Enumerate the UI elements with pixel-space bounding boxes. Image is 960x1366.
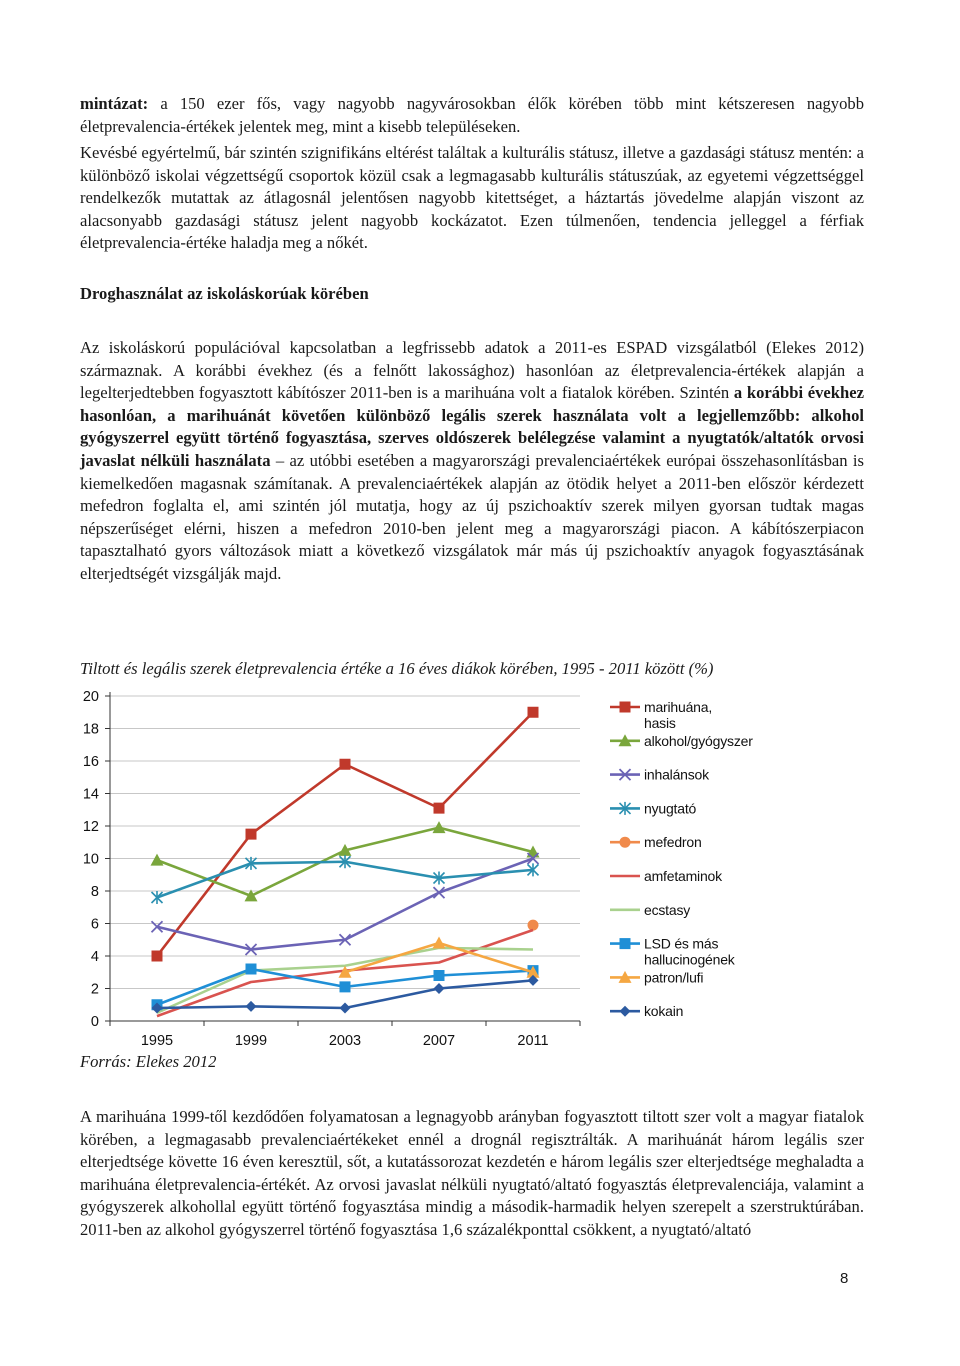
chart-source: Forrás: Elekes 2012	[80, 1052, 217, 1071]
data-point-square	[340, 759, 351, 770]
data-point-x	[434, 887, 445, 898]
series-3	[152, 855, 539, 904]
legend-item	[610, 699, 712, 731]
legend-label: amfetaminok	[644, 868, 722, 884]
data-point-square	[434, 970, 445, 981]
data-point-square	[434, 803, 445, 814]
legend-item	[610, 800, 697, 816]
legend-label: patron/lufi	[644, 969, 704, 986]
x-tick-label: 1999	[234, 1033, 268, 1049]
legend-item	[610, 868, 723, 884]
data-point-square	[528, 707, 539, 718]
legend-item	[610, 902, 690, 918]
line-chart	[70, 680, 790, 1050]
data-point-square	[340, 981, 351, 992]
series-line	[157, 712, 533, 956]
series-9	[152, 975, 539, 1014]
series-2	[152, 853, 539, 955]
paragraph-bold-text: a korábbi évekhez hasonlóan, a marihuánát követően különböző legális szerek használata volt a legjellemzőbb: alkohol gyógyszerrel együtt történő fogyasztása, szerves oldószerek belélegzése valamint a nyugtatók/altatók orvosi javaslat nélküli használata	[80, 383, 864, 470]
paragraph-lead: mintázat:	[80, 94, 149, 113]
data-point-circle	[528, 920, 539, 931]
legend-item	[610, 1003, 683, 1019]
x-tick-label: 2011	[517, 1033, 549, 1049]
legend-label: nyugtató	[644, 800, 697, 817]
data-point-diamond	[620, 1006, 631, 1017]
legend-label: ecstasy	[644, 901, 691, 918]
data-point-star	[152, 891, 163, 904]
y-tick-label: 0	[90, 1014, 99, 1030]
legend-label: hallucinogének	[644, 951, 735, 968]
data-point-circle	[620, 837, 631, 848]
data-point-diamond	[434, 983, 445, 994]
page-number: 8	[840, 1270, 849, 1287]
x-tick-label: 1995	[140, 1033, 174, 1049]
x-tick-label: 2003	[328, 1033, 362, 1049]
legend-item	[610, 767, 710, 783]
paragraph-text-b: – az utóbbi esetében a magyarországi prevalenciaértékek európai összehasonlításban is kiemelkedően magasnak számítanak. A prevalenciaértékek alapján az ötödik helyet a 2011-ben először kérdezett mefedron foglalta el, ami szintén jól mutatja, hogy az új pszichoaktív szerek milyen gyorsan tudtak magas népszerűséget elérni, hiszen a mefedron 2010-ben jelent meg a magyarországi piacon. A kábítószerpiacon tapasztalható gyors változások miatt a következő vizsgálatok már más új pszichoaktív anyagok fogyasztásának elterjedtségét vizsgálják majd.	[80, 450, 864, 583]
y-tick-label: 12	[82, 819, 99, 835]
data-point-triangle	[433, 821, 446, 833]
chart-title: Tiltott és legális szerek életprevalencia értéke a 16 éves diákok körében, 1995 - 2011 között (%)	[80, 659, 714, 678]
legend-label: inhalánsok	[644, 766, 709, 783]
data-point-square	[152, 951, 163, 962]
data-point-triangle	[433, 937, 446, 949]
y-tick-label: 10	[82, 851, 99, 868]
legend-label: alkohol/gyógyszer	[644, 732, 753, 749]
data-point-square	[246, 964, 257, 975]
y-tick-label: 18	[82, 721, 99, 738]
legend-item	[610, 733, 753, 749]
legend-label: mefedron	[644, 834, 702, 851]
y-tick-label: 16	[82, 754, 99, 770]
y-tick-label: 14	[82, 786, 99, 803]
y-tick-label: 4	[90, 949, 99, 965]
y-tick-label: 8	[90, 884, 99, 900]
section-heading: Droghasználat az iskoláskorúak körében	[80, 284, 369, 303]
legend-label: LSD és más	[644, 935, 719, 952]
data-point-diamond	[246, 1001, 257, 1012]
paragraph-mintazat	[80, 93, 864, 138]
y-tick-label: 6	[90, 916, 99, 933]
x-tick-label: 2007	[422, 1033, 456, 1049]
legend-item	[610, 936, 736, 968]
data-point-square	[620, 938, 631, 949]
legend-item	[610, 834, 702, 850]
data-point-square	[246, 829, 257, 840]
y-tick-label: 20	[82, 689, 99, 705]
y-tick-label: 2	[90, 981, 99, 998]
legend-label: hasis	[644, 715, 676, 731]
paragraph-espad	[80, 337, 864, 586]
legend-label: kokain	[644, 1003, 684, 1020]
paragraph-marihuana: A marihuána 1999-től kezdődően folyamatosan a legnagyobb arányban fogyasztott tiltott szer volt a magyar fiatalok körében, a legmagasabb prevalenciaértékeket ennél a drognál regisztrálták. A marihuánát három legális szer elterjedtsége követte 16 éven keresztül, sőt, a kutatássorozat kezdetén e három legális szer elterjedtsége meghaladta a marihuána életprevalencia-értékét. Az orvosi javaslat nélküli nyugtató/altató fogyasztás életprevalenciája, valamint a gyógyszerek alkohollal együtt történő fogyasztása mindig a második-harmadik helyen szerepelt a szerstruktúrában. 2011-ben az alkohol gyógyszerrel történő fogyasztása 1,6 százalékponttal csökkent, a nyugtató/altató	[80, 1107, 864, 1239]
data-point-triangle	[151, 854, 164, 866]
legend-label: marihuána,	[644, 699, 713, 715]
paragraph-text-a: Az iskoláskorú populációval kapcsolatban a legfrissebb adatok a 2011-es ESPAD vizsgálatból (Elekes 2012) származnak. A korábbi évekhez (és a felnőtt lakossághoz) hasonlóan az életprevalencia-értékek alapján a legelterjedtebben fogyasztott kábítószer 2011-ben is a marihuána volt a fiatalok körében. Szintén	[80, 338, 864, 403]
data-point-square	[620, 702, 631, 713]
data-point-diamond	[340, 1003, 351, 1014]
paragraph-status: Kevésbé egyértelmű, bár szintén szignifikáns eltérést találtak a kulturális státusz, illetve a gazdasági státusz mentén: a különböző iskolai végzettségű csoportok közül csak a legmagasabb kulturális státuszúak, az egyetemi végzettséggel rendelkezők mutattak az átlagosnál jelentősen nagyobb kitettséget, a háztartás jövedelme alapján viszont az alacsonyabb gazdasági státusz jelent nagyobb kockázatot. Ezen túlmenően, tendencia jelleggel a férfiak életprevalencia-értéke haladja meg a nőkét.	[80, 143, 864, 253]
legend-item	[610, 969, 703, 985]
paragraph-text: a 150 ezer fős, vagy nagyobb nagyvárosokban élők körében több mint kétszeresen nagyobb életprevalencia-értékek jelentek meg, mint a kisebb településeken.	[80, 94, 864, 136]
series-line	[157, 859, 533, 950]
series-4	[528, 920, 539, 931]
